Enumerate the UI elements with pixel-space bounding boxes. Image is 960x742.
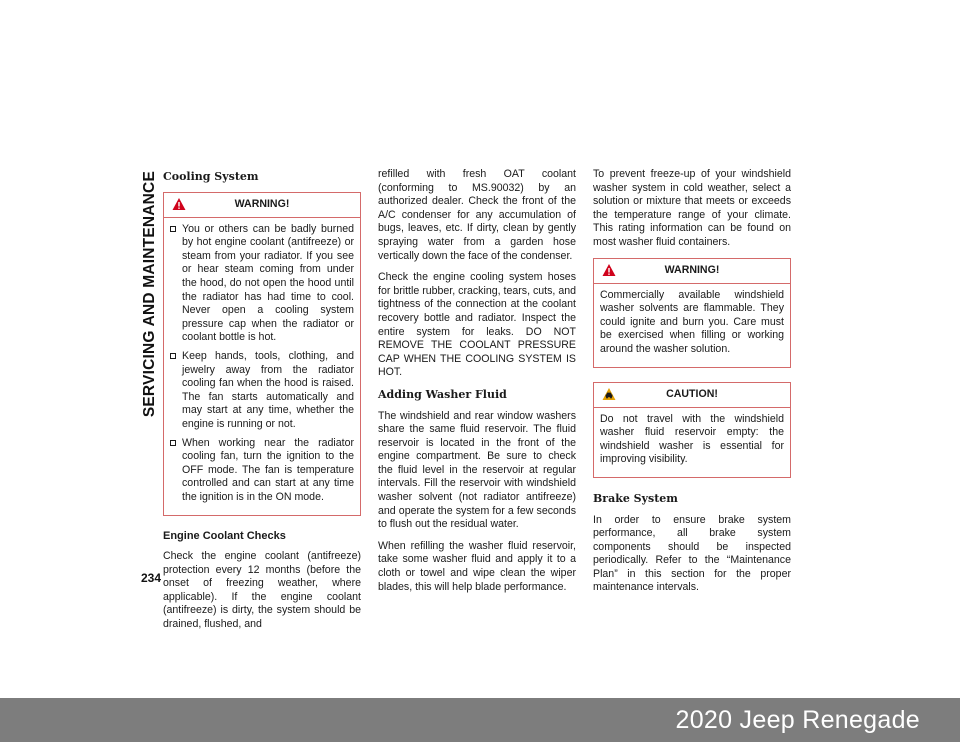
adding-washer-fluid-heading: Adding Washer Fluid [378,387,507,401]
cooling-warning-header [164,193,360,218]
freeze-up-paragraph: To prevent freeze-up of your windshield washer system in cold weather, select a solution or mixture that meets or exceeds the temperature range of your climate. This rating information can be found on most washer fluid containers. [593,168,791,248]
cooling-warning-box [163,192,361,517]
washer-warning-title: WARNING! [664,263,720,276]
bullet-square-icon [170,353,176,359]
bullet-square-icon [170,440,176,446]
cooling-warning-list [170,223,354,505]
footer-text: 2020 Jeep Renegade [675,705,920,734]
list-item: Keep hands, tools, clothing, and jewelry away from the radiator cooling fan when the hood is raised. The fan starts automatically and may start at any time, whether the engine is running or not. [170,350,354,432]
column-1 [163,168,361,640]
warning-triangle-icon [602,263,616,277]
brake-system-heading: Brake System [593,491,678,505]
coolant-refill-paragraph: refilled with fresh OAT coolant (conforming to MS.90032) by an authorized dealer. Check the front of the A/C condenser for any accumulation of bugs, leaves, etc. If dirty, clean by gently spraying water from a garden hose vertically down the face of the condenser. [378,168,576,262]
washer-warning-header [594,259,790,284]
column-3 [593,168,791,603]
washer-caution-text: Do not travel with the windshield washer fluid reservoir empty: the windshield washer is essential for improving visibility. [600,412,784,466]
page-number: 234 [141,571,162,585]
washer-caution-title: CAUTION! [666,387,718,400]
section-title [141,171,162,601]
footer-bar [0,698,960,742]
warning-triangle-icon [172,197,186,211]
washer-warning-box [593,258,791,368]
washer-warning-text: Commercially available windshield washer solvents are flammable. They could ignite and burn you. Care must be exercised when filling or working around the washer solution. [600,288,784,355]
engine-coolant-checks-heading: Engine Coolant Checks [163,530,286,543]
cooling-system-heading: Cooling System [163,170,259,183]
brake-system-paragraph: In order to ensure brake system performance, all brake system components should be inspected periodically. Refer to the “Maintenance Plan” in this section for the proper maintenance intervals. [593,513,791,594]
engine-coolant-paragraph: Check the engine coolant (antifreeze) protection every 12 months (before the onset of freezing weather, where applicable). If the engine coolant (antifreeze) is dirty, the system should be drained, flushed, and [163,550,361,631]
bullet-square-icon [170,226,176,232]
washer-caution-box [593,382,791,478]
section-title-text: SERVICING AND MAINTENANCE [141,171,158,418]
washer-reservoir-paragraph: The windshield and rear window washers share the same fluid reservoir. The fluid reservoir is located in the front of the engine compartment. Be sure to check the fluid level in the reservoir at regular intervals. Fill the reservoir with windshield washer solvent (not radiator antifreeze) and operate the system for a few seconds to flush out the residual water. [378,409,576,531]
cooling-warning-title: WARNING! [234,197,290,210]
list-item: When working near the radiator cooling fan, turn the ignition to the OFF mode. The fan is temperature controlled and can start at any time the ignition is in the ON mode. [170,437,354,505]
washer-caution-header [594,383,790,408]
list-item: You or others can be badly burned by hot engine coolant (antifreeze) or steam from your radiator. If you see or hear steam coming from under the hood, do not open the hood until the radiator has had time to cool. Never open a cooling system pressure cap when the radiator or coolant bottle is hot. [170,223,354,345]
washer-refill-paragraph: When refilling the washer fluid reservoir, take some washer fluid and apply it to a cloth or towel and wipe clean the wiper blades, this will help blade performance. [378,539,576,593]
hoses-check-paragraph: Check the engine cooling system hoses for brittle rubber, cracking, tears, cuts, and tightness of the connection at the coolant recovery bottle and radiator. Inspect the entire system for leaks. DO NOT REMOVE THE COOLANT PRESSURE CAP WHEN THE COOLING SYSTEM IS HOT. [378,271,576,379]
column-2 [378,168,576,602]
caution-car-icon [602,387,616,401]
